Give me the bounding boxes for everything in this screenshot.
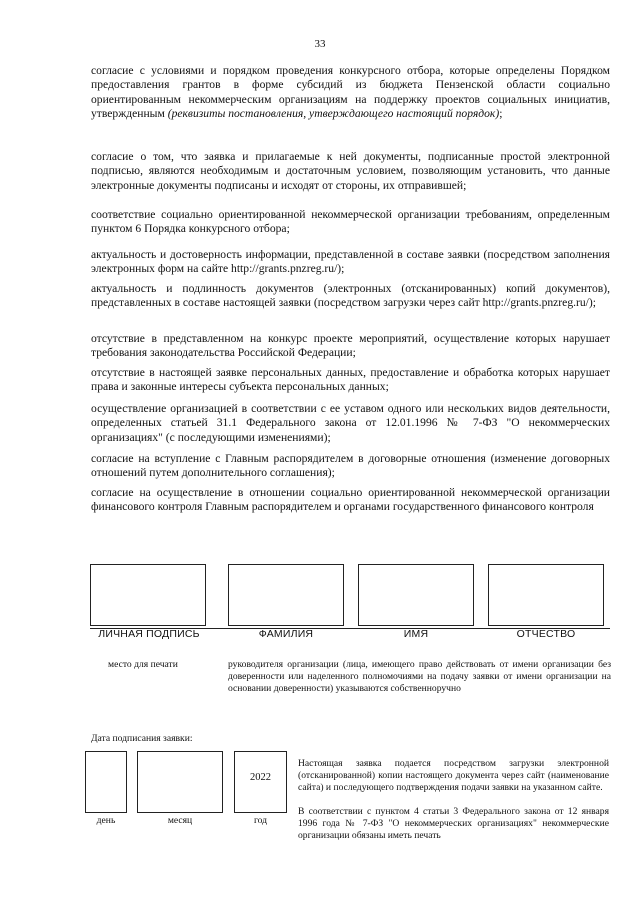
paragraph-no-violations: отсутствие в представленном на конкурс проекте мероприятий, осуществление которых нарушает требования законодательства Российской Федерации; bbox=[91, 332, 610, 360]
paragraph-financial-control: согласие на осуществление в отношении социально ориентированной некоммерческой организации финансового контроля Главным распорядителем и органами государственного финансового контроля bbox=[91, 486, 610, 514]
surname-label: ФАМИЛИЯ bbox=[258, 628, 314, 640]
patronymic-label: ОТЧЕСТВО bbox=[516, 628, 576, 640]
year-label: год bbox=[253, 815, 268, 826]
date-title: Дата подписания заявки: bbox=[91, 733, 193, 744]
day-box[interactable] bbox=[85, 751, 127, 813]
paragraph-italic-requisites: (реквизиты постановления, утверждающего настоящий порядок) bbox=[167, 107, 500, 121]
paragraph-document-authenticity: актуальность и подлинность документов (электронных (отсканированных) копий документов), представленных в составе настоящей заявки (посредством загрузки через сайт http://grants.pnzreg.ru/); bbox=[91, 282, 610, 310]
paragraph-no-personal-data: отсутствие в настоящей заявке персональных данных, предоставление и обработка которых нарушает права и законные интересы субъекта персональных данных; bbox=[91, 366, 610, 394]
signature-label: ЛИЧНАЯ ПОДПИСЬ bbox=[98, 628, 200, 640]
paragraph-information-accuracy: актуальность и достоверность информации, представленной в составе заявки (посредством заполнения электронных форм на сайте http://grants.pnzreg.ru/); bbox=[91, 248, 610, 276]
paragraph-activity-types: осуществление организацией в соответствии с ее уставом одного или нескольких видов деятельности, определенных статьей 31.1 Федерального закона от 12.01.1996 № 7-ФЗ "О некоммерческих организациях" (с последующими изменениями); bbox=[91, 402, 610, 444]
year-box[interactable] bbox=[234, 751, 287, 813]
name-box[interactable] bbox=[358, 564, 474, 626]
month-label: месяц bbox=[167, 815, 193, 826]
signature-note: руководителя организации (лица, имеющего право действовать от имени организации без доверенности или наделенного полномочиями на подачу заявки от имени организации на основании доверенности) указываются собственноручно bbox=[228, 659, 611, 694]
submission-note: Настоящая заявка подается посредством загрузки электронной (отсканированной) копии настоящего документа через сайт (наименование сайта) и последующего подтверждения подачи заявки на указанном сайте. bbox=[298, 758, 609, 793]
paragraph-consent-electronic-signature: согласие о том, что заявка и прилагаемые к ней документы, подписанные простой электронной подписью, являются необходимым и достаточным условием, позволяющим установить, что данные электронные документы подписаны и исходят от стороны, их отправившей; bbox=[91, 150, 610, 192]
stamp-place-label: место для печати bbox=[108, 659, 178, 670]
surname-box[interactable] bbox=[228, 564, 344, 626]
page-number: 33 bbox=[314, 38, 326, 50]
paragraph-compliance-requirements: соответствие социально ориентированной некоммерческой организации требованиям, определенным пунктом 6 Порядка конкурсного отбора; bbox=[91, 208, 610, 236]
month-box[interactable] bbox=[137, 751, 223, 813]
patronymic-box[interactable] bbox=[488, 564, 604, 626]
paragraph-contract-consent: согласие на вступление с Главным распорядителем в договорные отношения (изменение договорных отношений путем дополнительного соглашения); bbox=[91, 452, 610, 480]
paragraph-consent-conditions bbox=[91, 64, 610, 122]
signature-box[interactable] bbox=[90, 564, 206, 626]
stamp-requirement-note: В соответствии с пунктом 4 статьи 3 Федерального закона от 12 января 1996 года № 7-ФЗ "О некоммерческих организациях" некоммерческие организации обязаны иметь печать bbox=[298, 806, 609, 841]
paragraph-text: согласие с условиями и порядком проведения конкурсного отбора, которые определены Порядком предоставления грантов в форме субсидий из бюджета Пензенской области социально ориентированным некоммерческим организациям на поддержку проектов социальных инициатив, утвержденным bbox=[91, 64, 610, 121]
paragraph-tail: ; bbox=[499, 107, 503, 121]
name-label: ИМЯ bbox=[403, 628, 429, 640]
day-label: день bbox=[96, 815, 116, 826]
year-value: 2022 bbox=[250, 772, 271, 783]
